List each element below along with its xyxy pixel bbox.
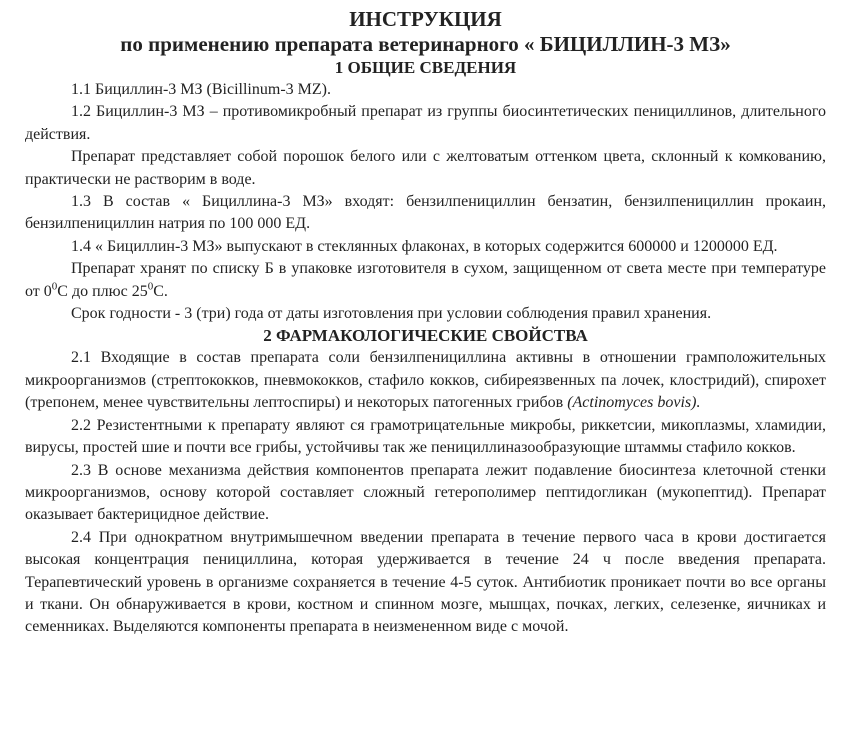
section-heading-general: 1 ОБЩИЕ СВЕДЕНИЯ (334, 58, 517, 77)
degree-superscript-2: 0 (147, 280, 154, 293)
paragraph-1-4: 1.4 « Бициллин-3 МЗ» выпускают в стеклянных флаконах, в которых содержится 600000 и 1200000 ЕД. (71, 237, 778, 255)
paragraph-storage (25, 258, 826, 303)
paragraph-2-4: 2.4 При однократном внутримышечном введении препарата в течение первого часа в крови достигается высокая концентрация пенициллина, которая удерживается в течение 24 ч после введения препарата. Терапевтический уровень в организме сохраняется в течение 4-5 суток. Антибиотик проникает почти во все органы и ткани. Он обнаруживается в крови, костном и спинном мозге, мышцах, почках, легких, селезенке, яичниках и семенниках. Выделяются компоненты препарата в неизмененном виде с мочой. (25, 528, 826, 636)
paragraph-1-1: 1.1 Бициллин-3 МЗ (Bicillinum-3 MZ). (71, 81, 331, 98)
paragraph-1-2: 1.2 Бициллин-3 МЗ – противомикробный препарат из группы биосинтетических пенициллинов, длительного действия. (25, 103, 826, 143)
paragraph-1-3: 1.3 В состав « Бициллина-3 МЗ» входят: бензилпенициллин бензатин, бензилпенициллин прокаин, бензилпенициллин натрия по 100 000 ЕД. (25, 193, 826, 233)
paragraph-2-1-text: 2.1 Входящие в состав препарата соли бензилпенициллина активны в отношении грамположительных микроорганизмов (стрептококков, пневмококков, стафило кокков, сибиреязвенных па лочек, клостридий), спирохет (трепонем, менее чувствительны лептоспиры) и некоторых патогенных грибов (25, 349, 826, 412)
paragraph-shelf-life: Срок годности - 3 (три) года от даты изготовления при условии соблюдения правил хранения. (71, 305, 712, 323)
paragraph-appearance: Препарат представляет собой порошок белого или с желтоватым оттенком цвета, склонный к комкованию, практически не растворим в воде. (25, 148, 826, 188)
paragraph-2-1-italic: (Actinomyces bovis). (567, 394, 701, 412)
section-heading-pharmacology: 2 ФАРМАКОЛОГИЧЕСКИЕ СВОЙСТВА (263, 326, 588, 346)
degree-superscript-1: 0 (51, 280, 58, 293)
paragraph-2-1 (25, 347, 826, 414)
storage-text-middle: С до плюс 25 (57, 282, 148, 300)
storage-text-end: С. (153, 282, 168, 300)
document-title: ИНСТРУКЦИЯ (349, 7, 502, 31)
document-subtitle: по применению препарата ветеринарного « БИЦИЛЛИН-3 МЗ» (120, 32, 731, 56)
paragraph-2-2: 2.2 Резистентными к препарату являют ся грамотрицательные микробы, риккетсии, микоплазмы, хламидии, вирусы, простей шие и почти все грибы, устойчивы так же пенициллиназообразующие штаммы стафило кокков. (25, 416, 826, 457)
storage-text-start: Препарат хранят по списку Б в упаковке изготовителя в сухом, защищенном от света месте при температуре от 0 (25, 260, 826, 300)
paragraph-2-3: 2.3 В основе механизма действия компонентов препарата лежит подавление биосинтеза клеточной стенки микроорганизмов, основу которой составляет сложный гетерополимер пептидогликан (мукопептид). Препарат оказывает бактерицидное действие. (25, 461, 826, 524)
